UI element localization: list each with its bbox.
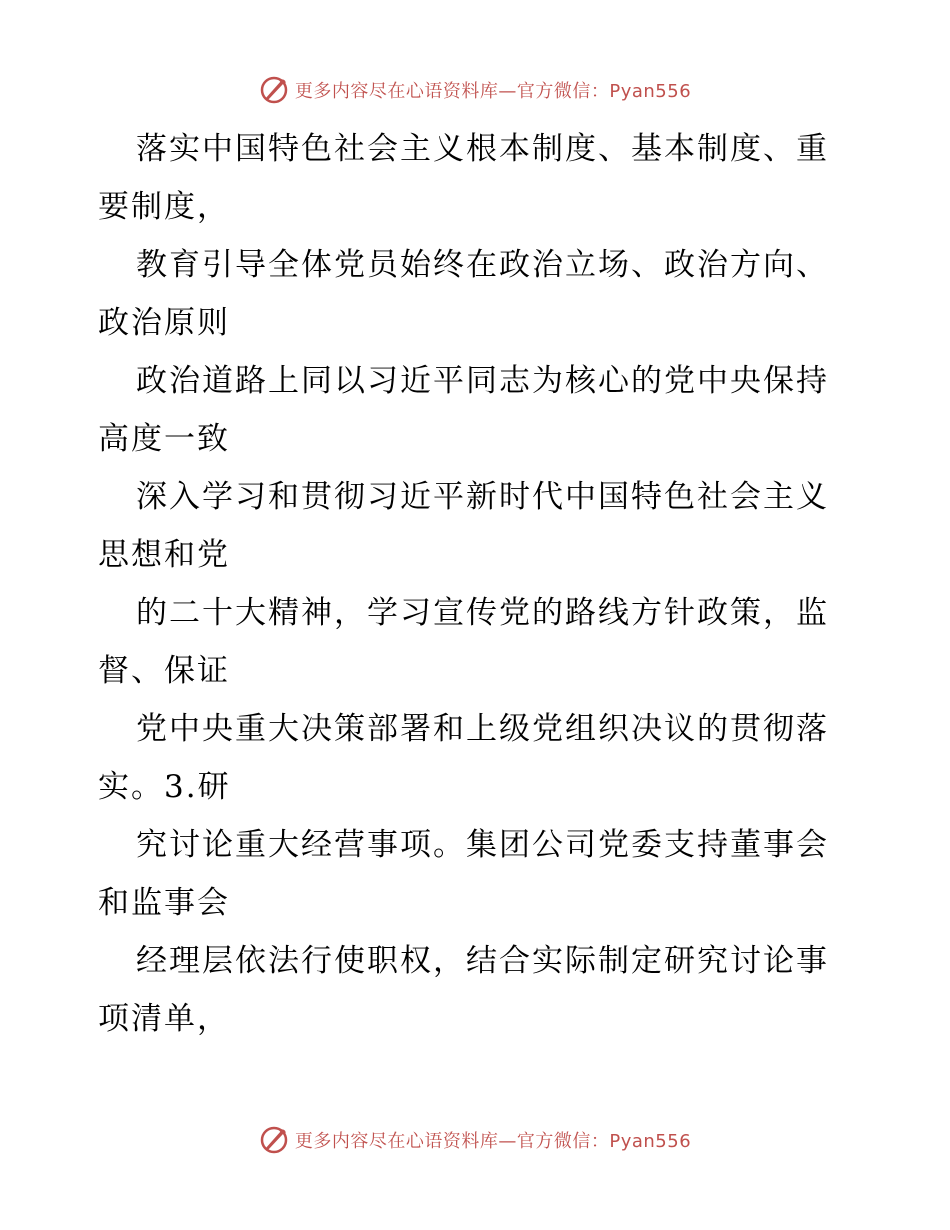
watermark-text xyxy=(295,77,691,103)
paragraph: 的二十大精神，学习宣传党的路线方针政策，监督、保证 xyxy=(98,595,829,689)
paragraph: 落实中国特色社会主义根本制度、基本制度、重要制度， xyxy=(98,131,829,225)
watermark-wechat-label: 官方微信： xyxy=(516,1131,610,1152)
quill-logo-icon xyxy=(259,1125,289,1155)
paragraph: 政治道路上同以习近平同志为核心的党中央保持高度一致 xyxy=(98,363,829,457)
document-body xyxy=(98,120,853,1048)
watermark-main: 更多内容尽在心语资料库 xyxy=(294,1131,499,1152)
watermark-wechat-id: Pyan556 xyxy=(609,81,692,102)
paragraph: 究讨论重大经营事项。集团公司党委支持董事会和监事会 xyxy=(98,827,829,921)
watermark-wechat-label: 官方微信： xyxy=(516,81,610,102)
footer-watermark xyxy=(0,1120,950,1160)
quill-logo-icon xyxy=(259,75,289,105)
watermark-dash: — xyxy=(498,1131,517,1152)
watermark-main: 更多内容尽在心语资料库 xyxy=(294,81,499,102)
header-watermark xyxy=(0,70,950,110)
paragraph: 深入学习和贯彻习近平新时代中国特色社会主义思想和党 xyxy=(98,479,829,573)
watermark-dash: — xyxy=(498,81,517,102)
paragraph: 党中央重大决策部署和上级党组织决议的贯彻落实。3.研 xyxy=(98,711,829,805)
paragraph: 经理层依法行使职权，结合实际制定研究讨论事项清单， xyxy=(98,943,829,1037)
paragraph: 教育引导全体党员始终在政治立场、政治方向、政治原则 xyxy=(98,247,829,341)
watermark-wechat-id: Pyan556 xyxy=(609,1131,692,1152)
watermark-text xyxy=(295,1127,691,1153)
